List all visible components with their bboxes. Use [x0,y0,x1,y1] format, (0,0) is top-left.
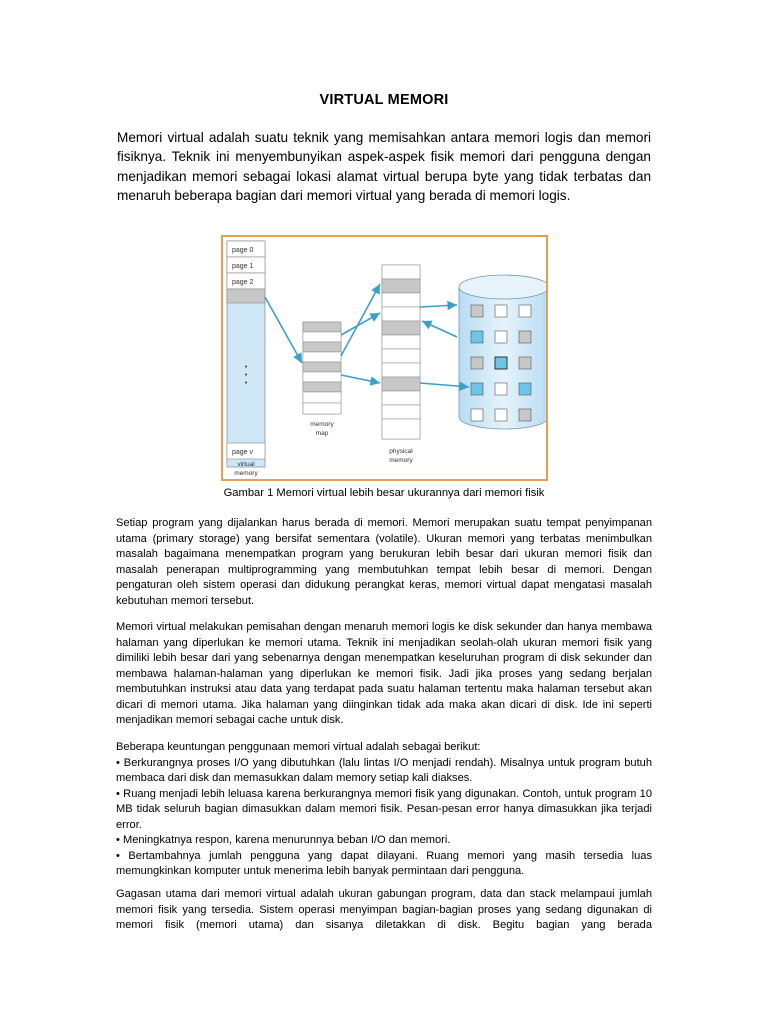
ellipsis-dot-2: • [244,372,248,379]
memory-map [303,322,341,437]
page-0-label: page 0 [232,247,254,254]
advantage-item-3: • Meningkatnya respon, karena menurunnya beban I/O dan memori. [116,834,451,846]
virtual-memory-label-1: virtual [237,461,255,468]
paragraph-4-text: Gagasan utama dari memori virtual adalah ukuran gabungan program, data dan stack melampaui jumlah memori fisik yang tersedia. Sistem operasi menyimpan bagian-bagian proses yang sedang digunakan di memori fisik (memori utama) dan sisanya diletakkan di disk. Begitu bagian yang berada [116,888,652,931]
page-title: VIRTUAL MEMORI [319,92,449,108]
paragraph-4 [116,887,652,934]
memory-map-label-1: memory [310,421,334,428]
memory-map-label-2: map [315,430,329,437]
figure-caption: Gambar 1 Memori virtual lebih besar ukurannya dari memori fisik [223,487,545,499]
virtual-memory-diagram [223,237,546,479]
virtual-memory-column [227,241,265,477]
intro-paragraph: Memori virtual adalah suatu teknik yang memisahkan antara memori logis dan memori fisiknya. Teknik ini menyembunyikan aspek-aspek fisik memori dari pengguna dengan menjadikan memori sebagai lokasi alamat virtual berupa byte yang tidak terbatas dan menaruh beberapa bagian dari memori virtual yang berada di memori logis. [117,130,651,203]
virtual-memory-figure [221,235,548,481]
physical-memory-label-1: physical [389,448,413,455]
virtual-memory-label-2: memory [234,470,258,477]
mapping-arrows [265,284,469,387]
paragraph-2-text: Memori virtual melakukan pemisahan dengan menaruh memori logis ke disk sekunder dan hanya membawa halaman yang diperlukan ke memori utama. Teknik ini menjadikan seolah-olah ukuran memori fisik yang dimiliki lebih besar dari yang sebenarnya dengan menempatkan keseluruhan program di disk sekunder dan membawa halaman-halaman yang diperlukan ke memori fisik. Jadi jika proses yang sedang berjalan membutuhkan instruksi atau data yang terdapat pada suatu halaman tertentu maka halaman tersebut akan dicari di memori utama. Jika halaman yang diinginkan tidak ada maka akan dicari di disk. Ide ini seperti menjadikan memori sebagai cache untuk disk. [116,621,652,726]
paragraph-2 [116,620,652,729]
disk-cylinder [459,275,546,429]
physical-memory-label-2: memory [389,457,413,464]
paragraph-1 [116,516,652,609]
advantage-item-4: • Bertambahnya jumlah pengguna yang dapat dilayani. Ruang memori yang masih tersedia luas memungkinkan komputer untuk menerima lebih banyak permintaan dari pengguna. [116,849,652,877]
page-2-label: page 2 [232,279,254,286]
advantage-item-2: • Ruang menjadi lebih leluasa karena berkurangnya memori fisik yang digunakan. Contoh, untuk program 10 MB tidak seluruh bagian dimasukkan dalam memori fisik. Pesan-pesan error hanya dimasukkan jika terjadi error. [116,787,652,831]
page-v-label: page v [232,449,254,456]
advantages-list [116,740,652,880]
paragraph-1-text: Setiap program yang dijalankan harus berada di memori. Memori merupakan suatu tempat penyimpanan utama (primary storage) yang bersifat sementara (volatile). Ukuran memori yang terbatas menimbulkan masalah bagaimana menempatkan program yang berukuran lebih besar dari ukuran memori fisik dan masalah penerapan multiprogramming yang membutuhkan tempat lebih besar di memori. Dengan pengaturan oleh sistem operasi dan didukung perangkat keras, memori virtual dapat mengatasi masalah kebutuhan memori tersebut. [116,517,652,607]
physical-memory [382,265,420,464]
advantages-intro: Beberapa keuntungan penggunaan memori virtual adalah sebagai berikut: [116,741,481,753]
ellipsis-dot-1: • [244,364,248,371]
page-1-label: page 1 [232,263,254,270]
advantage-item-1: • Berkurangnya proses I/O yang dibutuhkan (lalu lintas I/O menjadi rendah). Misalnya untuk program butuh membaca dari disk dan memasukkan dalam memory setiap kali diakses. [116,756,652,784]
ellipsis-dot-3: • [244,380,248,387]
